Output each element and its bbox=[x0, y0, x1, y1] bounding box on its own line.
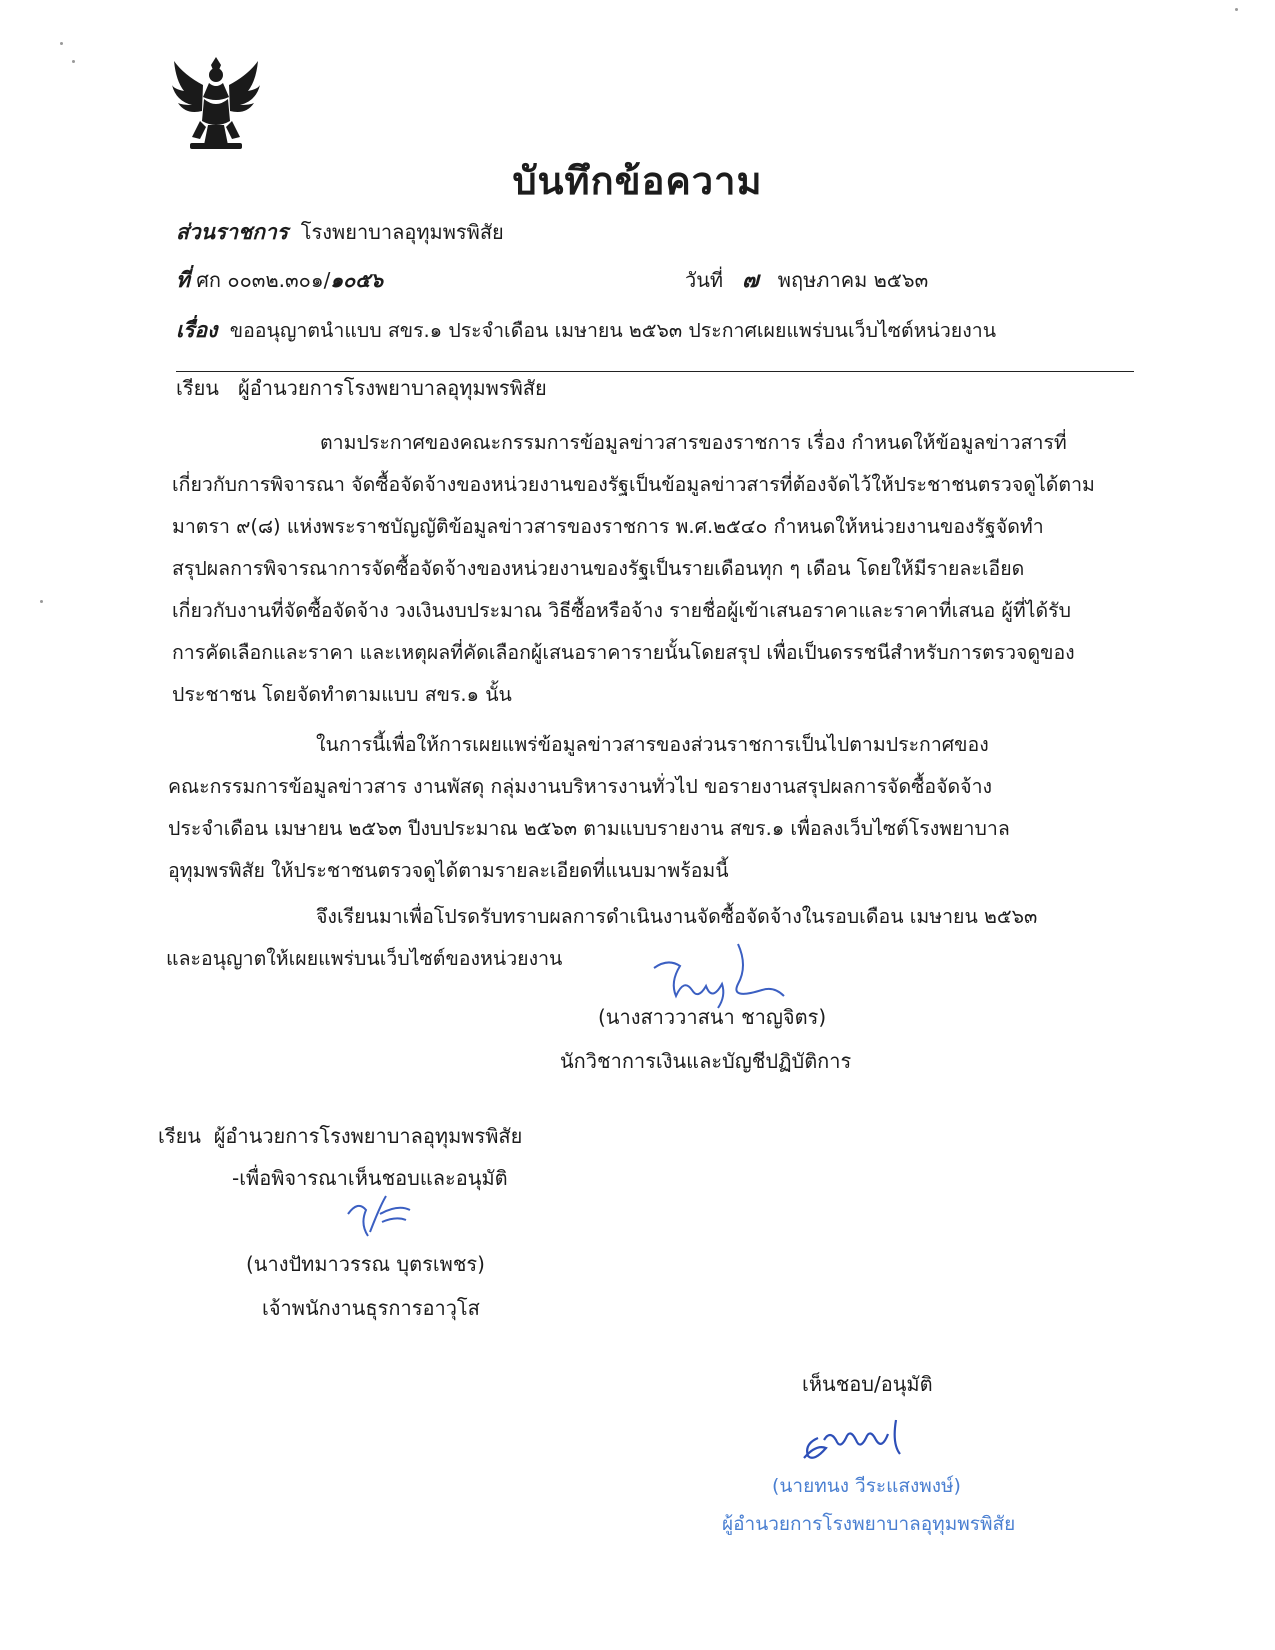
page-title: บันทึกข้อความ bbox=[512, 159, 763, 203]
date-row bbox=[685, 270, 928, 292]
paragraph-line: สรุปผลการพิจารณาการจัดซื้อจัดจ้างของหน่วยงานของรัฐเป็นรายเดือนทุก ๆ เดือน โดยให้มีรายละเอียด bbox=[172, 557, 1025, 580]
subject-row bbox=[176, 320, 996, 341]
signature-2-icon bbox=[340, 1192, 420, 1244]
endorse-note: -เพื่อพิจารณาเห็นชอบและอนุมัติ bbox=[232, 1166, 508, 1190]
subject-text: ขออนุญาตนำแบบ สขร.๑ ประจำเดือน เมษายน ๒๕๖๓ ประกาศเผยแพร่บนเว็บไซต์หน่วยงาน bbox=[229, 319, 997, 342]
paragraph-line: คณะกรรมการข้อมูลข่าวสาร งานพัสดุ กลุ่มงานบริหารงานทั่วไป ขอรายงานสรุปผลการจัดซื้อจัดจ้าง bbox=[168, 775, 993, 798]
paragraph-line: เกี่ยวกับงานที่จัดซื้อจัดจ้าง วงเงินงบประมาณ วิธีซื้อหรือจ้าง รายชื่อผู้เข้าเสนอราคาและราคาที่เสนอ ผู้ที่ได้รับ bbox=[172, 599, 1072, 622]
endorse-to-row bbox=[158, 1126, 522, 1146]
paragraph-line: ในการนี้เพื่อให้การเผยแพร่ข้อมูลข่าวสารของส่วนราชการเป็นไปตามประกาศของ bbox=[316, 733, 989, 756]
to-row bbox=[176, 378, 547, 398]
endorse-to-value: ผู้อำนวยการโรงพยาบาลอุทุมพรพิสัย bbox=[213, 1124, 523, 1148]
scan-speck bbox=[60, 42, 63, 45]
paragraph-line: ตามประกาศของคณะกรรมการข้อมูลข่าวสารของราชการ เรื่อง กำหนดให้ข้อมูลข่าวสารที่ bbox=[320, 431, 1067, 454]
endorse-position: เจ้าพนักงานธุรการอาวุโส bbox=[262, 1296, 480, 1320]
approval-name: (นายทนง วีระแสงพงษ์) bbox=[772, 1475, 961, 1497]
to-value: ผู้อำนวยการโรงพยาบาลอุทุมพรพิสัย bbox=[238, 376, 547, 400]
ref-number: ศก ๐๐๓๒.๓๐๑/ bbox=[196, 268, 331, 292]
date-month-year: พฤษภาคม ๒๕๖๓ bbox=[777, 268, 929, 292]
agency-value: โรงพยาบาลอุทุมพรพิสัย bbox=[300, 220, 504, 244]
paragraph-line: และอนุญาตให้เผยแพร่บนเว็บไซต์ของหน่วยงาน bbox=[166, 947, 563, 970]
paragraph-line: เกี่ยวกับการพิจารณา จัดซื้อจัดจ้างของหน่วยงานของรัฐเป็นข้อมูลข่าวสารที่ต้องจัดไว้ให้ประชาชนตรวจดูได้ตาม bbox=[172, 473, 1095, 496]
ref-number-handwritten: ๑๐๕๖ bbox=[330, 268, 384, 292]
date-label: วันที่ bbox=[685, 268, 724, 292]
approval-label: เห็นชอบ/อนุมัติ bbox=[802, 1372, 933, 1396]
paragraph-line: จึงเรียนมาเพื่อโปรดรับทราบผลการดำเนินงานจัดซื้อจัดจ้างในรอบเดือน เมษายน ๒๕๖๓ bbox=[316, 905, 1038, 928]
body-paragraph-2 bbox=[168, 724, 1010, 892]
scan-speck bbox=[1235, 8, 1238, 11]
paragraph-line: ประจำเดือน เมษายน ๒๕๖๓ ปีงบประมาณ ๒๕๖๓ ตามแบบรายงาน สขร.๑ เพื่อลงเว็บไซต์โรงพยาบาล bbox=[168, 817, 1010, 840]
scan-speck bbox=[40, 600, 43, 603]
garuda-emblem-icon bbox=[170, 55, 262, 153]
agency-label: ส่วนราชการ bbox=[176, 220, 289, 244]
signer-1-position: นักวิชาการเงินและบัญชีปฏิบัติการ bbox=[560, 1049, 852, 1073]
approval-position: ผู้อำนวยการโรงพยาบาลอุทุมพรพิสัย bbox=[722, 1513, 1016, 1535]
header-divider bbox=[176, 371, 1134, 372]
endorse-name: (นางปัทมาวรรณ บุตรเพชร) bbox=[246, 1252, 485, 1276]
paragraph-line: มาตรา ๙(๘) แห่งพระราชบัญญัติข้อมูลข่าวสารของราชการ พ.ศ.๒๕๔๐ กำหนดให้หน่วยงานของรัฐจัดทำ bbox=[172, 515, 1044, 538]
paragraph-line: การคัดเลือกและราคา และเหตุผลที่คัดเลือกผู้เสนอราคารายนั้นโดยสรุป เพื่อเป็นดรรชนีสำหรับการตรวจดูของ bbox=[172, 641, 1075, 664]
agency-row bbox=[176, 222, 504, 243]
subject-label: เรื่อง bbox=[176, 318, 218, 342]
endorse-to-label: เรียน bbox=[158, 1124, 201, 1148]
body-paragraph-1 bbox=[172, 422, 1095, 716]
ref-row bbox=[176, 270, 383, 291]
scan-speck bbox=[72, 60, 75, 63]
body-paragraph-3 bbox=[166, 896, 1037, 980]
signer-1-name: (นางสาววาสนา ชาญจิตร) bbox=[598, 1005, 827, 1029]
to-label: เรียน bbox=[176, 376, 219, 400]
paragraph-line: อุทุมพรพิสัย ให้ประชาชนตรวจดูได้ตามรายละเอียดที่แนบมาพร้อมนี้ bbox=[168, 859, 729, 882]
paragraph-line: ประชาชน โดยจัดทำตามแบบ สขร.๑ นั้น bbox=[172, 683, 512, 706]
ref-label: ที่ bbox=[176, 268, 190, 292]
date-day-handwritten: ๗ bbox=[742, 268, 759, 293]
signature-3-icon bbox=[800, 1410, 930, 1466]
